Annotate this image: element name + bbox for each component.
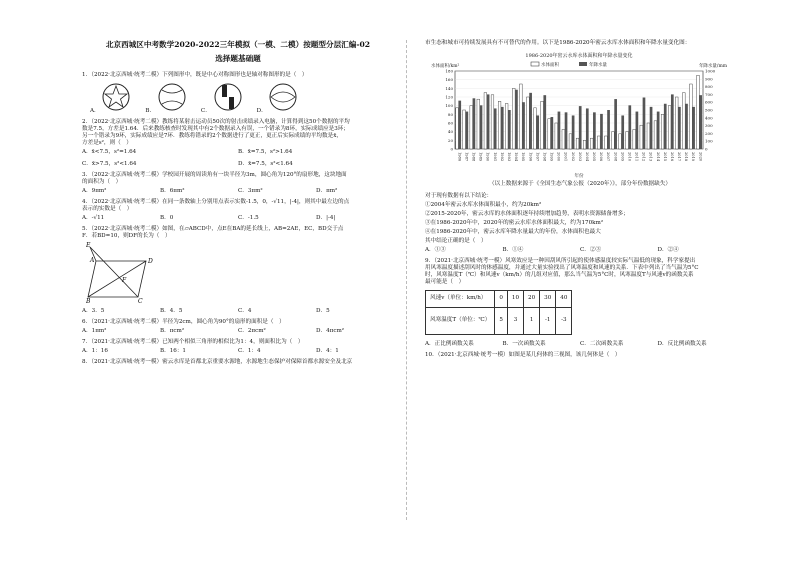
table-cell: 1 xyxy=(524,307,540,334)
option: D．|-4| xyxy=(316,214,336,221)
left-column xyxy=(82,38,394,370)
bar-rainfall xyxy=(558,112,561,149)
bar-rainfall xyxy=(643,98,646,149)
point-label: A xyxy=(90,256,95,264)
question-2-line: 数是7.5，方差是1.64．后来教练核查时发现其中有2个数据录入有误，一个错录为8环，实际成绩应是3环； xyxy=(82,125,349,132)
table-cell: -1 xyxy=(540,307,556,334)
conclusion-2: ②2015-2020年，密云水库的水体面积逐年持续增加趋势，表明水资源储备增多； xyxy=(425,210,629,217)
x-tick-label: 1992 xyxy=(499,151,504,162)
y-tick-left: 160 xyxy=(445,77,453,83)
x-tick-label: 1998 xyxy=(542,151,547,162)
option: B．0 xyxy=(160,214,174,221)
bar-water-area xyxy=(505,103,508,149)
option: D．4πcm² xyxy=(316,327,344,334)
option: A．x̄<7.5，s²=1.64 xyxy=(82,148,137,155)
bar-water-area xyxy=(562,129,565,149)
table-cell: -3 xyxy=(556,307,572,334)
x-tick-label: 2016 xyxy=(669,151,674,162)
option: A．1：16 xyxy=(82,347,108,354)
bar-water-area xyxy=(498,101,501,149)
option: B．x̄=7.5，s²>1.64 xyxy=(238,148,293,155)
bar-rainfall xyxy=(473,98,476,149)
question-3-line: 3．（2022·北京西城·统考二模）学校园开展的周读角有一块半径为3m，圆心角为120°的扇形地，这块地面 xyxy=(82,171,347,178)
bar-water-area xyxy=(612,132,615,149)
bar-water-area xyxy=(576,138,579,149)
y-tick-right: 700 xyxy=(705,91,713,97)
x-tick-label: 1991 xyxy=(492,151,497,162)
x-tick-label: 2007 xyxy=(606,151,611,162)
bar-water-area xyxy=(633,129,636,149)
question-8-options xyxy=(425,247,735,254)
question-6-options xyxy=(82,328,394,335)
x-tick-label: 1989 xyxy=(478,151,483,162)
y-tick-left: 60 xyxy=(447,120,453,126)
water-area-rainfall-chart xyxy=(429,49,729,179)
bar-rainfall xyxy=(572,115,575,149)
bar-water-area xyxy=(548,119,551,149)
question-2-line: 方差是s²，则（ ） xyxy=(82,139,132,146)
chart-title: 1986-2020年密云水库水体面积和年降水量变化 xyxy=(525,52,633,59)
option: C．4 xyxy=(238,307,252,314)
question-6 xyxy=(82,319,394,335)
bar-rainfall xyxy=(671,94,674,149)
option: D．反比例函数关系 xyxy=(657,340,707,347)
x-tick-label: 1993 xyxy=(507,151,512,162)
bar-water-area xyxy=(690,84,693,149)
point-label: E xyxy=(86,241,91,249)
question-7 xyxy=(82,339,394,355)
legend-swatch-area xyxy=(531,62,539,66)
table-row xyxy=(426,290,572,307)
x-tick-label: 2011 xyxy=(634,151,639,162)
q1-option-a: A． xyxy=(90,82,131,115)
x-tick-label: 2000 xyxy=(556,151,561,162)
bar-water-area xyxy=(597,136,600,149)
question-5-line: F．若BD=10，则DF的长为（ ） xyxy=(82,232,171,239)
table-row xyxy=(426,307,572,334)
x-tick-label: 2006 xyxy=(599,151,604,162)
x-tick-label: 2012 xyxy=(641,151,646,162)
y-tick-right: 900 xyxy=(705,76,713,82)
bar-rainfall xyxy=(565,112,568,149)
point-label: B xyxy=(86,297,91,303)
y-tick-left: 100 xyxy=(445,103,453,109)
y-tick-right: 100 xyxy=(705,138,713,144)
question-7-line: 7．（2021·北京西城·统考二模）已知两个相似三角形的相似比为1：4，则面积比为（ ） xyxy=(82,338,304,345)
option: C．x̄>7.5，s²<1.64 xyxy=(82,160,137,167)
bar-water-area xyxy=(668,106,671,149)
option: A．3．5 xyxy=(82,307,105,314)
bar-rainfall xyxy=(664,104,667,149)
question-6-line: 6．（2021·北京西城·统考二模）半径为2cm，圆心角为90°的扇形的面积是（ ） xyxy=(82,318,285,325)
x-tick-label: 2010 xyxy=(627,151,632,162)
y-tick-right: 400 xyxy=(705,115,713,121)
bar-water-area xyxy=(519,84,522,149)
conclusion-4: ④在1986-2020年中，密云水库年降水量最大的年份，水体面积也最大 xyxy=(425,228,601,235)
bar-rainfall xyxy=(692,107,695,149)
y-tick-right: 800 xyxy=(705,84,713,90)
question-9-options xyxy=(425,341,735,348)
x-tick-label: 2005 xyxy=(592,151,597,162)
y-tick-right: 500 xyxy=(705,107,713,113)
bar-rainfall xyxy=(480,105,483,149)
question-4-line: 表示的实数是（ ） xyxy=(82,205,133,212)
question-2 xyxy=(82,119,394,168)
bar-water-area xyxy=(527,97,530,149)
bar-rainfall xyxy=(607,110,610,149)
x-axis-label: 年份 xyxy=(574,173,584,179)
y-tick-right: 300 xyxy=(705,123,713,129)
y-axis-right-label: 年降水量/mm xyxy=(698,63,727,69)
wind-chill-table xyxy=(425,290,572,335)
option: C．二次函数关系 xyxy=(580,340,624,347)
bar-rainfall xyxy=(614,99,617,149)
table-cell: 30 xyxy=(540,290,556,307)
question-8-start xyxy=(82,359,394,366)
bar-rainfall xyxy=(685,104,688,149)
y-tick-right: 0 xyxy=(705,146,708,152)
question-3-line: 的面积为（ ） xyxy=(82,178,122,185)
bar-rainfall xyxy=(501,107,504,149)
bar-rainfall xyxy=(494,108,497,149)
question-1-figures xyxy=(90,82,394,115)
bar-water-area xyxy=(697,75,700,149)
question-5 xyxy=(82,226,394,315)
x-tick-label: 1999 xyxy=(549,151,554,162)
legend-label: 水体面积 xyxy=(541,62,559,68)
circle-star-figure xyxy=(101,82,131,112)
conclusion-3: ③在1986-2020年中，2020年的密云水库水体面积最大，约为170km² xyxy=(425,219,604,226)
question-10-line: 10．（2021·北京西城·统考一模）如图是某几何体的三视图，该几何体是（ ） xyxy=(425,351,621,358)
question-9-line: 9．（2021·北京西城·统考一模）风寒效应是一种因刮风所引起的使体感温度较实际气温低的现象，科学家提出 xyxy=(425,257,696,264)
bar-water-area xyxy=(555,123,558,149)
option: B．一次函数关系 xyxy=(502,340,546,347)
q1-option-b: B． xyxy=(145,82,187,115)
question-2-options xyxy=(82,149,394,168)
conclusions-intro: 对于现有数据有以下结论： xyxy=(425,192,493,199)
question-4-line: 4．（2022·北京西城·统考二模）在同一条数轴上分别用点表示实数-1.5，0，-√11，|-4|，则其中最左边的点 xyxy=(82,198,350,205)
option: A．1πm² xyxy=(82,327,107,334)
bar-water-area xyxy=(491,95,494,149)
option: D．4：1 xyxy=(316,347,339,354)
parallelogram-figure xyxy=(86,241,166,303)
point-label: C xyxy=(138,297,143,303)
y-tick-left: 20 xyxy=(447,137,453,143)
bar-rainfall xyxy=(515,90,518,149)
q1-option-d: D． xyxy=(257,82,299,115)
table-cell: 3 xyxy=(507,307,523,334)
right-column xyxy=(425,40,735,359)
y-tick-right: 600 xyxy=(705,99,713,105)
table-cell: 10 xyxy=(507,290,523,307)
option: B．4．5 xyxy=(160,307,183,314)
x-tick-label: 1997 xyxy=(535,151,540,162)
legend-label: 年降水量 xyxy=(589,62,607,68)
bar-water-area xyxy=(463,110,466,149)
question-8-line: 市生态和城市可持续发展具有不可替代的作用。以下是1986-2020年密云水库水体面积和年降水量变化图： xyxy=(425,40,691,46)
y-tick-right: 200 xyxy=(705,130,713,136)
question-7-options xyxy=(82,348,394,355)
question-8-line: 8．（2021·北京西城·统考一模）密云水库是首都北京重要水源地，水源地生态保护对保障首都水源安全及北京 xyxy=(82,358,353,365)
bar-water-area xyxy=(534,108,537,149)
bar-rainfall xyxy=(487,94,490,149)
x-tick-label: 2014 xyxy=(655,151,660,162)
option: C．3πm² xyxy=(238,187,263,194)
option: B．①④ xyxy=(502,246,524,253)
table-cell: 风寒温度T（单位：℃） xyxy=(426,307,495,334)
bar-rainfall xyxy=(543,95,546,149)
option: C．②③ xyxy=(580,246,602,253)
bar-water-area xyxy=(647,123,650,149)
bar-rainfall xyxy=(699,95,702,149)
question-4-options xyxy=(82,215,394,222)
bar-water-area xyxy=(569,134,572,149)
question-3-options xyxy=(82,188,394,195)
legend-swatch-rain xyxy=(579,62,587,66)
chart-svg xyxy=(429,49,729,179)
question-4 xyxy=(82,199,394,222)
question-5-options xyxy=(82,308,394,315)
x-tick-label: 2003 xyxy=(577,151,582,162)
x-tick-label: 2004 xyxy=(584,151,589,162)
option: A．①③ xyxy=(425,246,446,253)
x-tick-label: 1995 xyxy=(521,151,526,162)
point-label: D xyxy=(148,257,153,265)
bar-water-area xyxy=(484,93,487,149)
q1-option-c: C． xyxy=(201,82,243,115)
x-tick-label: 1990 xyxy=(485,151,490,162)
x-tick-label: 2002 xyxy=(570,151,575,162)
bar-water-area xyxy=(590,138,593,149)
x-tick-label: 2015 xyxy=(662,151,667,162)
bar-rainfall xyxy=(621,115,624,149)
option: C．1：4 xyxy=(238,347,261,354)
question-3 xyxy=(82,172,394,195)
bar-water-area xyxy=(541,101,544,149)
x-tick-label: 2019 xyxy=(691,151,696,162)
page-subtitle: 选择题基础题 xyxy=(215,54,261,63)
bar-rainfall xyxy=(579,106,582,149)
x-tick-label: 2020 xyxy=(698,151,703,162)
bar-water-area xyxy=(675,97,678,149)
option: B．16：1 xyxy=(160,347,186,354)
bar-rainfall xyxy=(586,108,589,149)
bar-water-area xyxy=(661,114,664,149)
option: C．-1.5 xyxy=(238,214,259,221)
bar-rainfall xyxy=(678,107,681,149)
bar-rainfall xyxy=(636,112,639,149)
y-tick-left: 140 xyxy=(445,85,453,91)
bar-water-area xyxy=(605,136,608,149)
option: C．2πcm² xyxy=(238,327,266,334)
y-tick-left: 0 xyxy=(450,146,453,152)
bar-water-area xyxy=(619,134,622,149)
bar-water-area xyxy=(654,121,657,149)
bar-water-area xyxy=(583,140,586,149)
bar-water-area xyxy=(456,108,459,149)
option: A．9πm² xyxy=(82,187,107,194)
x-tick-label: 2001 xyxy=(563,151,568,162)
x-tick-label: 2008 xyxy=(613,151,618,162)
bar-water-area xyxy=(626,132,629,149)
y-tick-left: 40 xyxy=(447,129,453,135)
point-label: F xyxy=(122,276,127,284)
question-2-line: 另一个错录为9环，实际成绩应是7环．教练将错录的2个数据进行了更正，更正后实际成绩的平均数是x̄， xyxy=(82,132,342,139)
question-9 xyxy=(425,258,735,348)
question-2-line: 2．（2022·北京西城·统考二模）教练将某射击运动员50次的射击成绩录入电脑，计算得到这50个数据的平均 xyxy=(82,118,350,125)
y-axis-left-label: 水体面积/km² xyxy=(431,63,460,69)
question-1-text: 1．（2022·北京西城·统考二模）下列图形中，既是中心对称图形也是轴对称图形的是（ ） xyxy=(82,72,308,78)
y-tick-left: 120 xyxy=(445,94,453,100)
bar-rainfall xyxy=(628,105,631,149)
bar-rainfall xyxy=(458,101,461,149)
option: B．6πm² xyxy=(160,187,185,194)
circle-arcs-figure xyxy=(157,82,187,112)
bar-water-area xyxy=(470,106,473,149)
x-tick-label: 1988 xyxy=(471,151,476,162)
bar-rainfall xyxy=(508,110,511,149)
bar-water-area xyxy=(682,93,685,149)
y-tick-left: 80 xyxy=(447,111,453,117)
question-1 xyxy=(82,72,394,115)
x-tick-label: 2009 xyxy=(620,151,625,162)
bar-rainfall xyxy=(536,115,539,149)
table-cell: 0 xyxy=(495,290,508,307)
bar-rainfall xyxy=(522,102,525,149)
table-cell: 5 xyxy=(495,307,508,334)
bar-rainfall xyxy=(657,112,660,149)
bar-rainfall xyxy=(465,112,468,149)
x-tick-label: 1994 xyxy=(514,151,519,162)
option: D．5 xyxy=(316,307,330,314)
x-tick-label: 1986 xyxy=(457,151,462,162)
bar-water-area xyxy=(512,88,515,149)
bar-rainfall xyxy=(529,93,532,149)
circle-petal-figure xyxy=(268,82,298,112)
x-tick-label: 2018 xyxy=(684,151,689,162)
conclusion-1: ①2004年密云水库水体面积最小，约为20km² xyxy=(425,201,542,208)
bar-water-area xyxy=(477,99,480,149)
x-tick-label: 2013 xyxy=(648,151,653,162)
table-cell: 40 xyxy=(556,290,572,307)
question-9-line: 用风寒温度描述刮风时的体感温度，并通过大量实验找出了风寒温度和风速的关系．下表中列出了当气温为5°C xyxy=(425,264,699,271)
option: D．②④ xyxy=(657,246,679,253)
x-tick-label: 1996 xyxy=(528,151,533,162)
column-divider xyxy=(406,40,407,520)
question-9-line: 时，风寒温度T（℃）和风速v（km/h）的几组对应值，那么当气温为5°C时，风寒温度T与风速v的函数关系 xyxy=(425,271,694,278)
chart-caption: （以上数据来源于《全国生态气象公报（2020年）》，部分年份数据缺失） xyxy=(488,180,672,187)
bar-water-area xyxy=(640,125,643,149)
option: D．x̄=7.5，s²<1.64 xyxy=(238,160,293,167)
table-cell: 20 xyxy=(524,290,540,307)
x-tick-label: 2017 xyxy=(677,151,682,162)
x-tick-label: 1987 xyxy=(464,151,469,162)
option: B．πcm² xyxy=(160,327,185,334)
page-title: 北京西城区中考数学2020-2022三年模拟（一模、二模）按题型分层汇编-02 xyxy=(105,40,371,49)
option: A．正比例函数关系 xyxy=(425,340,474,347)
y-tick-right: 1000 xyxy=(705,68,716,74)
bar-rainfall xyxy=(600,114,603,149)
bar-rainfall xyxy=(650,107,653,149)
circle-blocks-figure xyxy=(213,82,243,112)
y-tick-left: 180 xyxy=(445,68,453,74)
bar-rainfall xyxy=(551,117,554,149)
table-cell: 风速v（单位：km/h） xyxy=(426,290,495,307)
question-5-line: 5．（2022·北京西城·统考二模）如图，在▱ABCD中，点E在BA的延长线上，AB=2AE，EC，BD交于点 xyxy=(82,225,344,232)
option: A．-√11 xyxy=(82,214,105,221)
question-9-line: 最可能是（ ） xyxy=(425,278,465,285)
bar-rainfall xyxy=(593,112,596,149)
option: D．πm² xyxy=(316,187,338,194)
question-8-ask: 其中结论正确的是（ ） xyxy=(425,237,487,244)
